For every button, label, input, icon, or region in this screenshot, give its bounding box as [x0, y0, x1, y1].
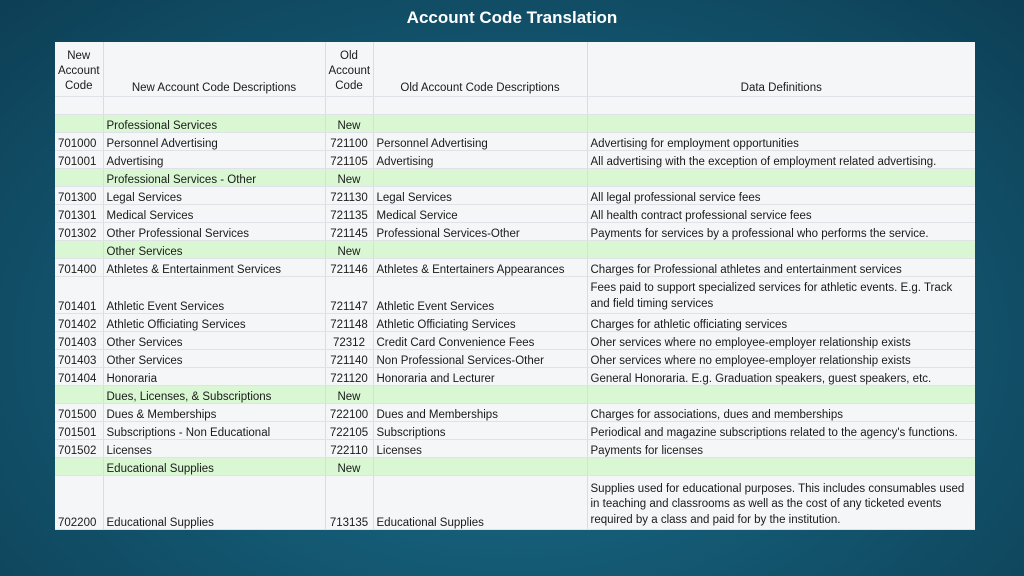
new-code-cell — [55, 169, 103, 187]
old-desc-cell — [373, 458, 587, 476]
header-row — [55, 42, 975, 97]
header-new-code: New Account Code — [55, 42, 103, 97]
new-desc-cell: Other Services — [103, 350, 325, 368]
table-row — [55, 277, 975, 314]
old-code-cell: 722110 — [325, 440, 373, 458]
old-desc-cell — [373, 169, 587, 187]
table-row — [55, 223, 975, 241]
definition-cell: Supplies used for educational purposes. This includes consumables used in teaching and classrooms as well as the cost of any ticketed events required by a class and paid for by the institution. — [587, 476, 975, 530]
new-code-cell: 701403 — [55, 350, 103, 368]
new-code-cell: 701001 — [55, 151, 103, 169]
new-code-cell: 701000 — [55, 133, 103, 151]
old-desc-cell — [373, 241, 587, 259]
new-desc-cell: Other Services — [103, 241, 325, 259]
definition-cell — [587, 458, 975, 476]
new-desc-cell: Professional Services — [103, 115, 325, 133]
old-code-cell: New — [325, 386, 373, 404]
old-code-cell: 721100 — [325, 133, 373, 151]
table-row — [55, 259, 975, 277]
old-desc-cell: Honoraria and Lecturer — [373, 368, 587, 386]
table-row — [55, 314, 975, 332]
old-desc-cell: Athletes & Entertainers Appearances — [373, 259, 587, 277]
table-row — [55, 332, 975, 350]
definition-cell — [587, 241, 975, 259]
old-code-cell: 721146 — [325, 259, 373, 277]
old-desc-cell: Medical Service — [373, 205, 587, 223]
new-code-cell: 701500 — [55, 404, 103, 422]
group-row — [55, 115, 975, 133]
table-row — [55, 404, 975, 422]
new-code-cell: 701400 — [55, 259, 103, 277]
old-desc-cell: Legal Services — [373, 187, 587, 205]
definition-cell: Advertising for employment opportunities — [587, 133, 975, 151]
table-row — [55, 187, 975, 205]
old-code-cell: 721147 — [325, 277, 373, 314]
old-code-cell: 721145 — [325, 223, 373, 241]
new-code-cell — [55, 386, 103, 404]
old-desc-cell: Advertising — [373, 151, 587, 169]
old-desc-cell: Educational Supplies — [373, 476, 587, 530]
header-definitions: Data Definitions — [587, 42, 975, 97]
new-code-cell: 701403 — [55, 332, 103, 350]
definition-cell: Payments for licenses — [587, 440, 975, 458]
table-row — [55, 350, 975, 368]
translation-table-container — [55, 42, 975, 530]
definition-cell: Oher services where no employee-employer relationship exists — [587, 332, 975, 350]
new-desc-cell: Honoraria — [103, 368, 325, 386]
old-desc-cell: Professional Services-Other — [373, 223, 587, 241]
new-desc-cell: Dues, Licenses, & Subscriptions — [103, 386, 325, 404]
definition-cell — [587, 169, 975, 187]
table-row — [55, 440, 975, 458]
new-desc-cell: Dues & Memberships — [103, 404, 325, 422]
old-desc-cell: Subscriptions — [373, 422, 587, 440]
old-code-cell: 722105 — [325, 422, 373, 440]
new-desc-cell: Subscriptions - Non Educational — [103, 422, 325, 440]
definition-cell: Charges for associations, dues and memberships — [587, 404, 975, 422]
new-code-cell: 701302 — [55, 223, 103, 241]
new-desc-cell: Educational Supplies — [103, 476, 325, 530]
translation-table — [55, 42, 975, 530]
old-desc-cell: Dues and Memberships — [373, 404, 587, 422]
definition-cell: Oher services where no employee-employer relationship exists — [587, 350, 975, 368]
new-desc-cell: Medical Services — [103, 205, 325, 223]
page-title: Account Code Translation — [406, 8, 618, 27]
header-old-code: Old Account Code — [325, 42, 373, 97]
new-code-cell: 702200 — [55, 476, 103, 530]
new-desc-cell: Athletes & Entertainment Services — [103, 259, 325, 277]
old-desc-cell: Personnel Advertising — [373, 133, 587, 151]
table-row — [55, 368, 975, 386]
old-code-cell: 72312 — [325, 332, 373, 350]
new-desc-cell: Athletic Event Services — [103, 277, 325, 314]
table-row — [55, 205, 975, 223]
group-row — [55, 241, 975, 259]
spacer-row — [55, 97, 975, 115]
table-row — [55, 476, 975, 530]
old-desc-cell — [373, 386, 587, 404]
old-code-cell: 721140 — [325, 350, 373, 368]
new-desc-cell: Legal Services — [103, 187, 325, 205]
new-code-cell: 701501 — [55, 422, 103, 440]
new-code-cell — [55, 241, 103, 259]
definition-cell — [587, 115, 975, 133]
old-desc-cell: Licenses — [373, 440, 587, 458]
group-row — [55, 458, 975, 476]
new-code-cell: 701301 — [55, 205, 103, 223]
definition-cell: Fees paid to support specialized services for athletic events. E.g. Track and field timing services — [587, 277, 975, 314]
old-desc-cell: Athletic Event Services — [373, 277, 587, 314]
new-desc-cell: Licenses — [103, 440, 325, 458]
group-row — [55, 386, 975, 404]
new-desc-cell: Personnel Advertising — [103, 133, 325, 151]
header-old-desc: Old Account Code Descriptions — [373, 42, 587, 97]
new-desc-cell: Athletic Officiating Services — [103, 314, 325, 332]
definition-cell: General Honoraria. E.g. Graduation speakers, guest speakers, etc. — [587, 368, 975, 386]
new-code-cell: 701502 — [55, 440, 103, 458]
definition-cell: Charges for Professional athletes and entertainment services — [587, 259, 975, 277]
new-desc-cell: Other Professional Services — [103, 223, 325, 241]
old-code-cell: 721148 — [325, 314, 373, 332]
new-code-cell: 701404 — [55, 368, 103, 386]
old-code-cell: New — [325, 169, 373, 187]
old-code-cell: New — [325, 115, 373, 133]
old-code-cell: 713135 — [325, 476, 373, 530]
new-desc-cell: Other Services — [103, 332, 325, 350]
old-code-cell: New — [325, 241, 373, 259]
new-code-cell: 701402 — [55, 314, 103, 332]
old-desc-cell: Athletic Officiating Services — [373, 314, 587, 332]
new-code-cell: 701401 — [55, 277, 103, 314]
definition-cell: Payments for services by a professional who performs the service. — [587, 223, 975, 241]
new-code-cell — [55, 458, 103, 476]
old-code-cell: New — [325, 458, 373, 476]
old-desc-cell: Non Professional Services-Other — [373, 350, 587, 368]
header-new-desc: New Account Code Descriptions — [103, 42, 325, 97]
table-row — [55, 422, 975, 440]
old-code-cell: 721120 — [325, 368, 373, 386]
old-code-cell: 721105 — [325, 151, 373, 169]
definition-cell — [587, 386, 975, 404]
old-desc-cell — [373, 115, 587, 133]
old-code-cell: 721130 — [325, 187, 373, 205]
old-code-cell: 721135 — [325, 205, 373, 223]
definition-cell: All legal professional service fees — [587, 187, 975, 205]
old-code-cell: 722100 — [325, 404, 373, 422]
new-desc-cell: Professional Services - Other — [103, 169, 325, 187]
definition-cell: All health contract professional service fees — [587, 205, 975, 223]
definition-cell: All advertising with the exception of employment related advertising. — [587, 151, 975, 169]
new-desc-cell: Advertising — [103, 151, 325, 169]
new-code-cell — [55, 115, 103, 133]
new-code-cell: 701300 — [55, 187, 103, 205]
table-row — [55, 133, 975, 151]
new-desc-cell: Educational Supplies — [103, 458, 325, 476]
group-row — [55, 169, 975, 187]
definition-cell: Charges for athletic officiating services — [587, 314, 975, 332]
definition-cell: Periodical and magazine subscriptions related to the agency's functions. — [587, 422, 975, 440]
old-desc-cell: Credit Card Convenience Fees — [373, 332, 587, 350]
table-row — [55, 151, 975, 169]
